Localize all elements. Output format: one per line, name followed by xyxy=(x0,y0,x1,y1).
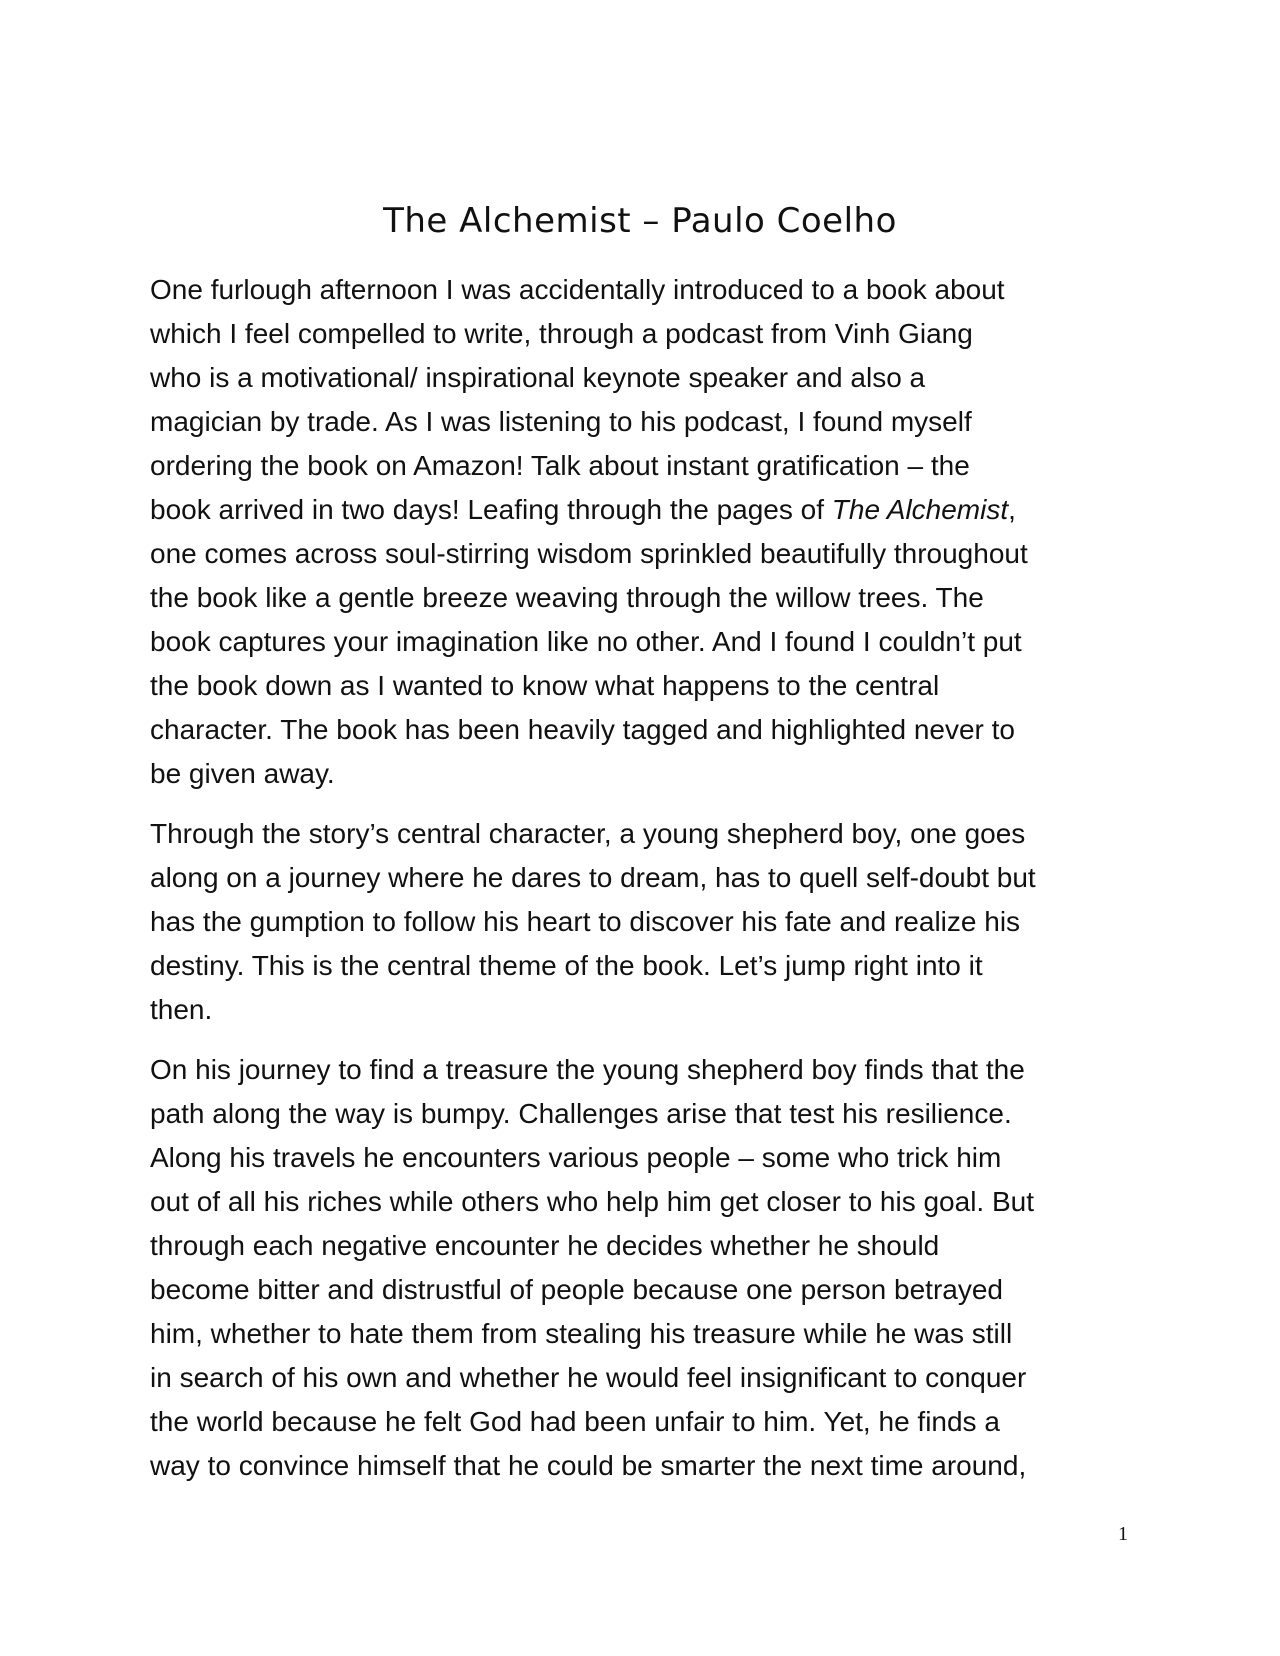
text-line: Along his travels he encounters various people – some who trick him xyxy=(150,1142,1002,1173)
paragraph-3 xyxy=(150,1048,1140,1488)
text-fragment: book arrived in two days! Leafing through the pages of xyxy=(150,494,832,525)
text-line: the book like a gentle breeze weaving through the willow trees. The xyxy=(150,582,984,613)
text-line: the book down as I wanted to know what happens to the central xyxy=(150,670,940,701)
text-line: character. The book has been heavily tagged and highlighted never to xyxy=(150,714,1015,745)
text-line: through each negative encounter he decides whether he should xyxy=(150,1230,940,1261)
text-line: then. xyxy=(150,994,213,1025)
text-line: who is a motivational/ inspirational keynote speaker and also a xyxy=(150,362,926,393)
text-line: ordering the book on Amazon! Talk about instant gratification – the xyxy=(150,450,970,481)
text-line: one comes across soul-stirring wisdom sprinkled beautifully throughout xyxy=(150,538,1028,569)
text-line: along on a journey where he dares to dream, has to quell self-doubt but xyxy=(150,862,1036,893)
text-line: the world because he felt God had been unfair to him. Yet, he finds a xyxy=(150,1406,1000,1437)
text-line: magician by trade. As I was listening to his podcast, I found myself xyxy=(150,406,972,437)
page-number: 1 xyxy=(1118,1523,1128,1545)
text-line: destiny. This is the central theme of the book. Let’s jump right into it xyxy=(150,950,983,981)
text-line: path along the way is bumpy. Challenges arise that test his resilience. xyxy=(150,1098,1012,1129)
text-line: be given away. xyxy=(150,758,335,789)
text-line: which I feel compelled to write, through a podcast from Vinh Giang xyxy=(150,318,973,349)
paragraph-2 xyxy=(150,812,1140,1032)
document-body xyxy=(150,268,1140,1488)
text-line: One furlough afternoon I was accidentally introduced to a book about xyxy=(150,274,1005,305)
paragraph-1 xyxy=(150,268,1140,796)
text-line: become bitter and distrustful of people because one person betrayed xyxy=(150,1274,1004,1305)
text-line: way to convince himself that he could be smarter the next time around, xyxy=(150,1450,1027,1481)
text-line: has the gumption to follow his heart to discover his fate and realize his xyxy=(150,906,1021,937)
text-line: in search of his own and whether he would feel insignificant to conquer xyxy=(150,1362,1027,1393)
text-line: Through the story’s central character, a young shepherd boy, one goes xyxy=(150,818,1026,849)
book-title-italic: The Alchemist xyxy=(831,494,1009,525)
text-line: book captures your imagination like no other. And I found I couldn’t put xyxy=(150,626,1022,657)
text-line-with-book-title xyxy=(150,488,1140,532)
text-line: On his journey to find a treasure the young shepherd boy finds that the xyxy=(150,1054,1025,1085)
document-title: The Alchemist – Paulo Coelho xyxy=(383,201,897,241)
text-line: out of all his riches while others who help him get closer to his goal. But xyxy=(150,1186,1035,1217)
text-line: him, whether to hate them from stealing his treasure while he was still xyxy=(150,1318,1013,1349)
text-fragment: , xyxy=(1008,494,1016,525)
